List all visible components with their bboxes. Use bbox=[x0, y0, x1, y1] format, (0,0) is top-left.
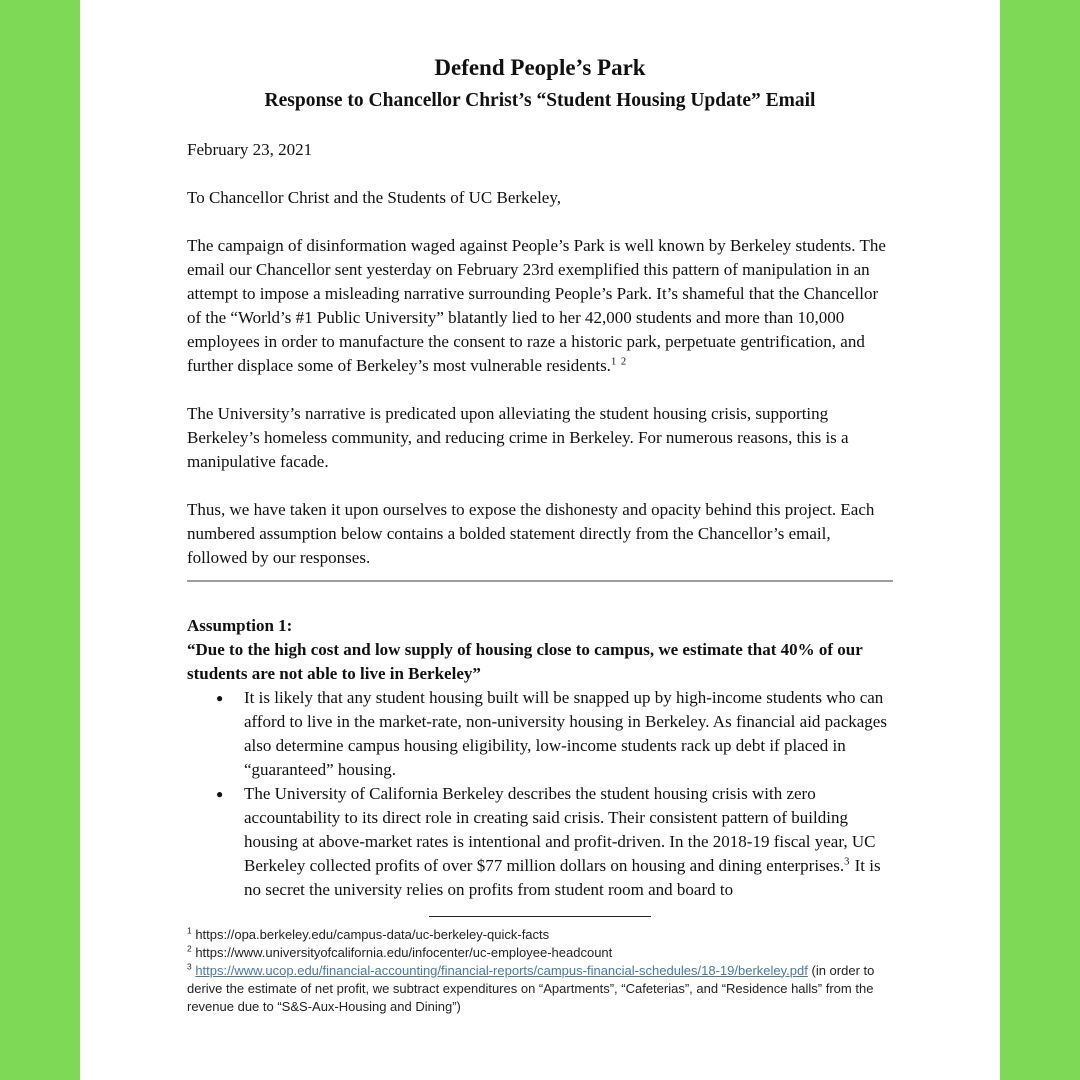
document-title: Defend People’s Park bbox=[434, 55, 646, 80]
bullet-item-text-tail: It is no secret the university relies on profits from student room and board to bbox=[244, 856, 881, 899]
footnote-1 bbox=[187, 926, 893, 944]
footnote-1-marker: 1 bbox=[187, 925, 192, 936]
bullet-dot-icon: ● bbox=[216, 691, 224, 705]
footnote-3 bbox=[187, 962, 893, 1016]
footnote-2-marker: 2 bbox=[187, 943, 192, 954]
bullet-item-text: It is likely that any student housing built will be snapped up by high-income students who can afford to live in the market-rate, non-university housing in Berkeley. As financial aid packages also determine campus housing eligibility, low-income students rack up debt if placed in “guaranteed” housing. bbox=[244, 688, 887, 779]
paragraph-disinformation bbox=[187, 234, 893, 378]
footnote-3-marker: 3 bbox=[187, 961, 192, 972]
bullet-item-text-lead: The University of California Berkeley describes the student housing crisis with zero accountability to its direct role in creating said crisis. Their consistent pattern of building housing at above-market rates is intentional and profit-driven. In the 2018-19 fiscal year, UC Berkeley collected profits of over $77 million dollars on housing and dining enterprises. bbox=[244, 784, 876, 875]
paragraph-narrative: The University’s narrative is predicated upon alleviating the student housing crisis, supporting Berkeley’s homeless community, and reducing crime in Berkeley. For numerous reasons, this is a manipulative facade. bbox=[187, 404, 849, 471]
paragraph-expose: Thus, we have taken it upon ourselves to expose the dishonesty and opacity behind this project. Each numbered assumption below contains a bolded statement directly from the Chancellor’s email, followed by our responses. bbox=[187, 500, 875, 567]
assumption-1-bullet-list bbox=[187, 686, 893, 902]
section-divider bbox=[187, 580, 893, 582]
assumption-1-heading: Assumption 1: bbox=[187, 616, 293, 635]
footnote-separator bbox=[429, 916, 651, 917]
bullet-item-uc-profits bbox=[187, 782, 893, 902]
footnote-3-link[interactable]: https://www.ucop.edu/financial-accounting/financial-reports/campus-financial-schedules/18-19/berkeley.pdf bbox=[195, 962, 808, 978]
footnote-ref-3: 3 bbox=[844, 856, 851, 868]
footnote-2 bbox=[187, 944, 893, 962]
assumption-1-quote: “Due to the high cost and low supply of housing close to campus, we estimate that 40% of our students are not able to live in Berkeley” bbox=[187, 640, 863, 683]
footnote-1-text: https://opa.berkeley.edu/campus-data/uc-berkeley-quick-facts bbox=[195, 926, 550, 942]
document-page bbox=[80, 0, 1000, 1080]
bullet-dot-icon: ● bbox=[216, 787, 224, 801]
footnote-ref-1-2: 1 2 bbox=[610, 356, 628, 368]
footnotes-block bbox=[187, 926, 893, 1016]
footnote-3-tail: (in order to derive the estimate of net profit, we subtract expenditures on “Apartments”, “Cafeterias”, and “Residence halls” from the revenue due to “S&S-Aux-Housing and Dining”) bbox=[187, 962, 875, 1014]
left-green-border bbox=[0, 0, 80, 1080]
date-line: February 23, 2021 bbox=[187, 140, 313, 159]
document-subtitle: Response to Chancellor Christ’s “Student Housing Update” Email bbox=[264, 90, 816, 111]
right-green-border bbox=[1000, 0, 1080, 1080]
bullet-item-housing-snapped-up bbox=[187, 686, 893, 782]
footnote-2-text: https://www.universityofcalifornia.edu/infocenter/uc-employee-headcount bbox=[195, 944, 613, 960]
paragraph-disinformation-text: The campaign of disinformation waged against People’s Park is well known by Berkeley students. The email our Chancellor sent yesterday on February 23rd exemplified this pattern of manipulation in an attempt to impose a misleading narrative surrounding People’s Park. It’s shameful that the Chancellor of the “World’s #1 Public University” blatantly lied to her 42,000 students and more than 10,000 employees in order to manufacture the consent to raze a historic park, perpetuate gentrification, and further displace some of Berkeley’s most vulnerable residents. bbox=[187, 236, 886, 375]
salutation-line: To Chancellor Christ and the Students of UC Berkeley, bbox=[187, 188, 561, 207]
